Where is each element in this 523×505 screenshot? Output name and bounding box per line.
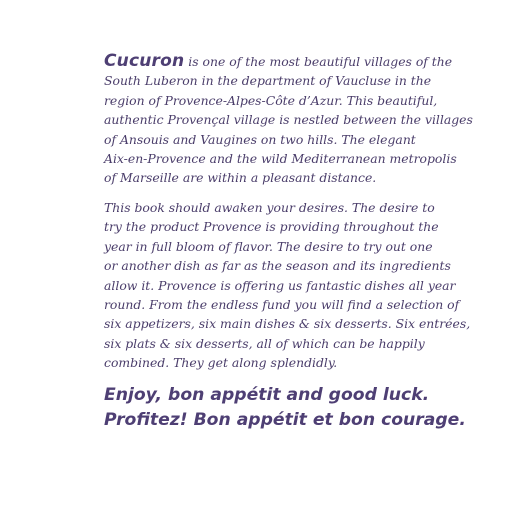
intro-line-text: is one of the most beautiful villages of the (184, 54, 453, 69)
intro-paragraph (104, 51, 473, 188)
body-line: or another dish as far as the season and its ingredients (104, 258, 451, 274)
closing-message (104, 383, 466, 433)
body-paragraph (104, 198, 471, 373)
body-line: six appetizers, six main dishes & six desserts. Six entrées, (104, 316, 471, 332)
intro-line: of Ansouis and Vaugines on two hills. The elegant (104, 131, 416, 147)
body-line: six plats & six desserts, all of which can be happily (104, 335, 425, 351)
intro-line: South Luberon in the department of Vaucluse in the (104, 73, 432, 89)
body-line: year in full bloom of flavor. The desire to try out one (104, 238, 433, 254)
body-line: try the product Provence is providing throughout the (104, 219, 439, 235)
intro-line: of Marseille are within a pleasant distance. (104, 170, 377, 186)
body-line: allow it. Provence is offering us fantastic dishes all year (104, 277, 456, 293)
intro-line (104, 51, 453, 71)
intro-line: authentic Provençal village is nestled between the villages (104, 112, 473, 128)
lead-word: Cucuron (104, 51, 185, 71)
closing-line-french: Profitez! Bon appétit et bon courage. (104, 410, 466, 430)
intro-line: region of Provence-Alpes-Côte d’Azur. This beautiful, (104, 92, 438, 108)
closing-line-english: Enjoy, bon appétit and good luck. (104, 385, 430, 405)
body-line: combined. They get along splendidly. (104, 355, 338, 371)
intro-line: Aix-en-Provence and the wild Mediterranean metropolis (104, 151, 457, 167)
body-line: round. From the endless fund you will find a selection of (104, 297, 460, 313)
body-line: This book should awaken your desires. The desire to (104, 200, 435, 215)
